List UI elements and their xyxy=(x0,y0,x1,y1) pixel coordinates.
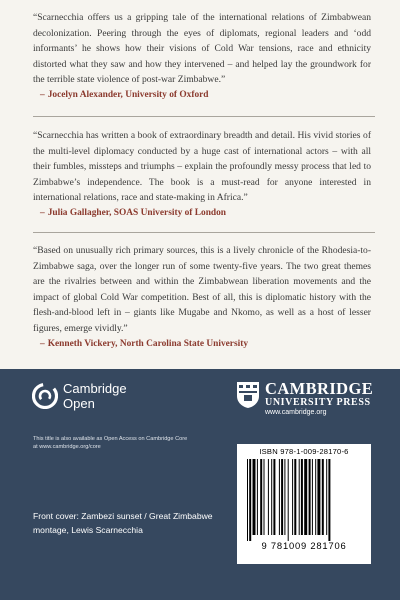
barcode-digits: 9 781009 281706 xyxy=(261,540,347,551)
dash: – xyxy=(40,89,45,100)
blurb-quote: “Based on unusually rich primary sources, this is a lively chronicle of the Rhodesia-to-Zimbabwe saga, over the longer run of some twenty-five years. The two great themes are the rivalries between and within the Zimbabwean liberation movements and the impact of global Cold War competition. Best of all, this is diplomatic history with the flesh-and-blood left in – giants like Mugabe and Nkomo, as well as a host of lesser figures, emerge vividly.” xyxy=(33,245,371,334)
dash: – xyxy=(40,338,45,349)
blurb-quote: “Scarnecchia has written a book of extraordinary breadth and detail. His vivid stories of the multi-level diplomacy conducted by a huge cast of international actors – with all their fumbles, missteps and triumphs – explain the profoundly messy process that led to Zimbabwe’s independence. The book is a must-read for anyone interested in international relations, race and state-making in Africa.” xyxy=(33,130,371,204)
cambridge-open-wordmark xyxy=(63,381,127,411)
endorsements xyxy=(33,10,371,102)
publisher-line-1: CAMBRIDGE xyxy=(265,379,374,398)
endorsement-2 xyxy=(33,128,371,220)
publisher-line-2: UNIVERSITY PRESS xyxy=(265,397,371,408)
isbn-label: ISBN 978-1-009-28170-6 xyxy=(259,447,349,456)
cover-credit: Front cover: Zambezi sunset / Great Zimbabwe montage, Lewis Scarnecchia xyxy=(33,511,213,535)
open-access-note: This title is also available as Open Access on Cambridge Core at www.cambridge.org/core xyxy=(33,436,188,450)
attribution-text: Julia Gallagher, SOAS University of London xyxy=(47,207,227,218)
barcode-icon xyxy=(245,459,363,541)
university-crest-icon xyxy=(236,381,260,409)
dash: – xyxy=(40,207,45,218)
attribution-text: Kenneth Vickery, North Carolina State University xyxy=(47,338,249,349)
divider xyxy=(33,116,375,117)
barcode-panel xyxy=(237,444,371,564)
wordmark-line: Cambridge xyxy=(63,381,127,396)
divider xyxy=(33,232,375,233)
publisher-name xyxy=(265,380,373,417)
blurb-quote: “Scarnecchia offers us a gripping tale of the international relations of Zimbabwean decolonization. Peering through the eyes of diplomats, regional leaders and ‘odd informants’ he shows how their visions of Cold War tensions, race and ethnicity distorted what they saw and how they intervened – and helped lay the groundwork for the terrible state violence of post-war Zimbabwe.” xyxy=(33,12,371,86)
blurb-attribution xyxy=(33,88,371,102)
blurb-attribution xyxy=(33,206,371,220)
cambridge-open-logo-icon xyxy=(32,383,58,409)
blurb-attribution xyxy=(33,337,371,351)
endorsement-3 xyxy=(33,243,371,351)
attribution-text: Jocelyn Alexander, University of Oxford xyxy=(47,89,209,100)
publisher-url: www.cambridge.org xyxy=(265,409,327,416)
wordmark-line: Open xyxy=(63,396,95,411)
